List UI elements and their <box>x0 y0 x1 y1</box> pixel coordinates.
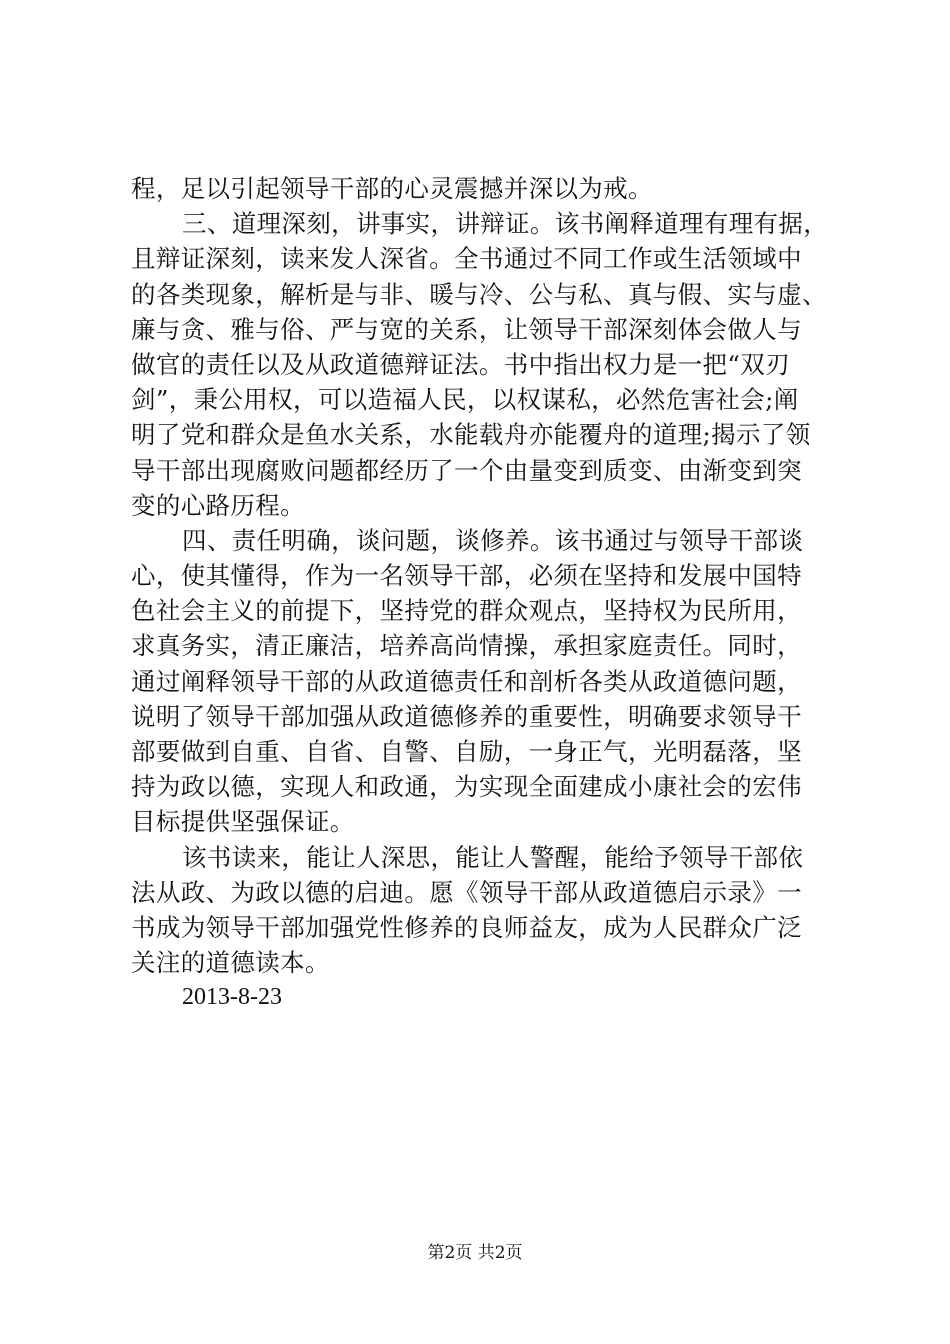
text-line: 关注的道德读本。 <box>131 948 330 978</box>
text-line: 变的心路历程。 <box>131 490 305 520</box>
text-line: 目标提供坚强保证。 <box>131 807 355 837</box>
text-line: 色社会主义的前提下，坚持党的群众观点，坚持权为民所用， <box>131 596 802 626</box>
document-date: 2013-8-23 <box>182 984 282 1011</box>
text-line: 明了党和群众是鱼水关系，水能载舟亦能覆舟的道理;揭示了领 <box>131 420 811 450</box>
paragraph-start-line: 该书读来，能让人深思，能让人警醒，能给予领导干部依 <box>182 842 804 872</box>
text-line: 通过阐释领导干部的从政道德责任和剖析各类从政道德问题， <box>131 666 802 696</box>
text-line: 说明了领导干部加强从政道德修养的重要性，明确要求领导干 <box>131 701 802 731</box>
text-line: 导干部出现腐败问题都经历了一个由量变到质变、由渐变到突 <box>131 455 802 485</box>
text-line: 且辩证深刻，读来发人深省。全书通过不同工作或生活领域中 <box>131 244 802 274</box>
text-line: 做官的责任以及从政道德辩证法。书中指出权力是一把“双刃 <box>131 349 790 379</box>
text-line: 部要做到自重、自省、自警、自励，一身正气，光明磊落，坚 <box>131 737 802 766</box>
paragraph-start-line: 四、责任明确，谈问题，谈修养。该书通过与领导干部谈 <box>182 525 804 555</box>
text-line: 的各类现象，解析是与非、暖与冷、公与私、真与假、实与虚、 <box>131 279 827 309</box>
page-number-footer: 第2页 共2页 <box>427 1243 523 1263</box>
text-line: 求真务实，清正廉洁，培养高尚情操，承担家庭责任。同时， <box>131 631 802 661</box>
text-line: 廉与贪、雅与俗、严与宽的关系，让领导干部深刻体会做人与 <box>131 314 802 344</box>
paragraph-start-line: 三、道理深刻，讲事实，讲辩证。该书阐释道理有理有据， <box>182 209 829 239</box>
text-line: 剑”，秉公用权，可以造福人民，以权谋私，必然危害社会;阐 <box>131 385 799 415</box>
document-body <box>131 171 831 1016</box>
text-line: 心，使其懂得，作为一名领导干部，必须在坚持和发展中国特 <box>131 561 802 591</box>
text-line: 书成为领导干部加强党性修养的良师益友，成为人民群众广泛 <box>131 912 802 942</box>
text-line: 程，足以引起领导干部的心灵震撼并深以为戒。 <box>131 174 653 203</box>
text-line: 法从政、为政以德的启迪。愿《领导干部从政道德启示录》一 <box>131 877 802 907</box>
text-line: 持为政以德，实现人和政通，为实现全面建成小康社会的宏伟 <box>131 772 802 802</box>
